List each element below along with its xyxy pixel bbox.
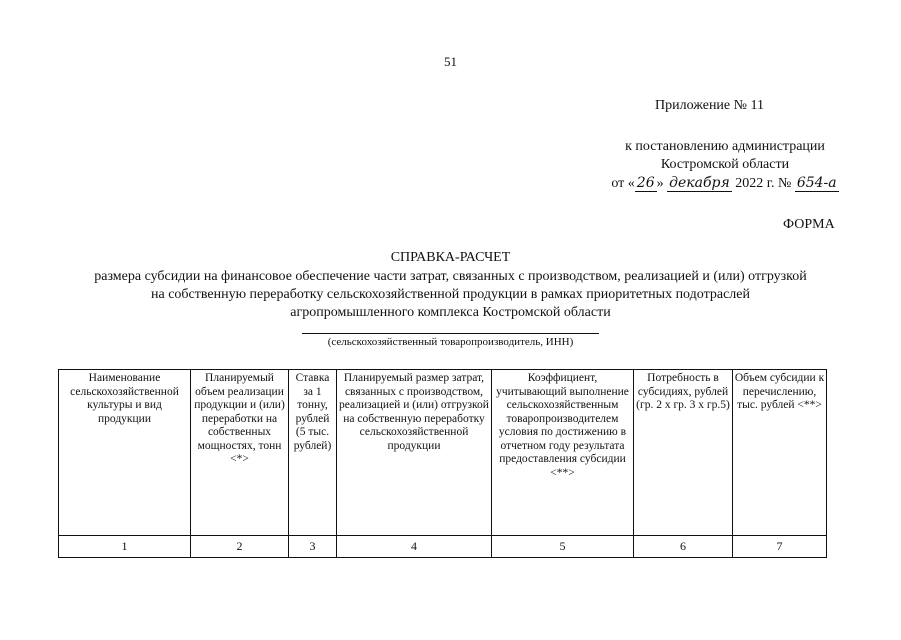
document-number-handwritten: 654-а	[796, 175, 837, 191]
form-label: ФОРМА	[783, 217, 835, 232]
header-crop-name: Наименование сельскохозяйственной культуры и вид продукции	[59, 370, 191, 536]
calculation-table	[58, 369, 827, 558]
column-number: 7	[733, 536, 827, 558]
producer-caption: (сельскохозяйственный товаропроизводитель, ИНН)	[327, 336, 574, 348]
column-number: 5	[492, 536, 634, 558]
subtitle-line-2: на собственную переработку сельскохозяйственной продукции в рамках приоритетных подотраслей	[151, 287, 750, 302]
header-subsidy-amount: Объем субсидии к перечислению, тыс. рублей <**>	[733, 370, 827, 536]
header-planned-volume: Планируемый объем реализации продукции и (или) переработки на собственных мощностях, тонн <*>	[191, 370, 289, 536]
header-coefficient: Коэффициент, учитывающий выполнение сельскохозяйственным товаропроизводителем условия по достижению в отчетном году результата предоставления субсидии <**>	[492, 370, 634, 536]
column-number: 3	[289, 536, 337, 558]
producer-fill-line	[302, 333, 599, 334]
column-number: 1	[59, 536, 191, 558]
date-year: 2022 г. №	[735, 176, 792, 191]
date-mid: »	[656, 176, 664, 191]
appendix-title: Приложение № 11	[655, 98, 764, 113]
header-planned-costs: Планируемый размер затрат, связанных с производством, реализацией и (или) отгрузкой на собственную переработку сельскохозяйственной продукции	[337, 370, 492, 536]
header-rate: Ставка за 1 тонну, рублей (5 тыс. рублей)	[289, 370, 337, 536]
page-number: 51	[444, 54, 457, 69]
header-subsidy-need: Потребность в субсидиях, рублей (гр. 2 х гр. 3 х гр.5)	[634, 370, 733, 536]
column-number: 6	[634, 536, 733, 558]
resolution-line-1: к постановлению администрации	[625, 139, 825, 154]
column-number: 2	[191, 536, 289, 558]
document-title: СПРАВКА-РАСЧЕТ	[390, 250, 511, 265]
subtitle-line-1: размера субсидии на финансовое обеспечение части затрат, связанных с производством, реализацией и (или) отгрузкой	[94, 269, 807, 284]
table-header-row	[59, 370, 827, 536]
table-row	[59, 536, 827, 558]
date-day-handwritten: 26	[636, 175, 655, 191]
subtitle-line-3: агропромышленного комплекса Костромской области	[290, 305, 611, 320]
column-number: 4	[337, 536, 492, 558]
resolution-date-line	[560, 174, 890, 193]
date-prefix: от «	[611, 176, 635, 191]
date-month-handwritten: декабря	[669, 175, 730, 191]
resolution-line-2: Костромской области	[660, 157, 790, 172]
